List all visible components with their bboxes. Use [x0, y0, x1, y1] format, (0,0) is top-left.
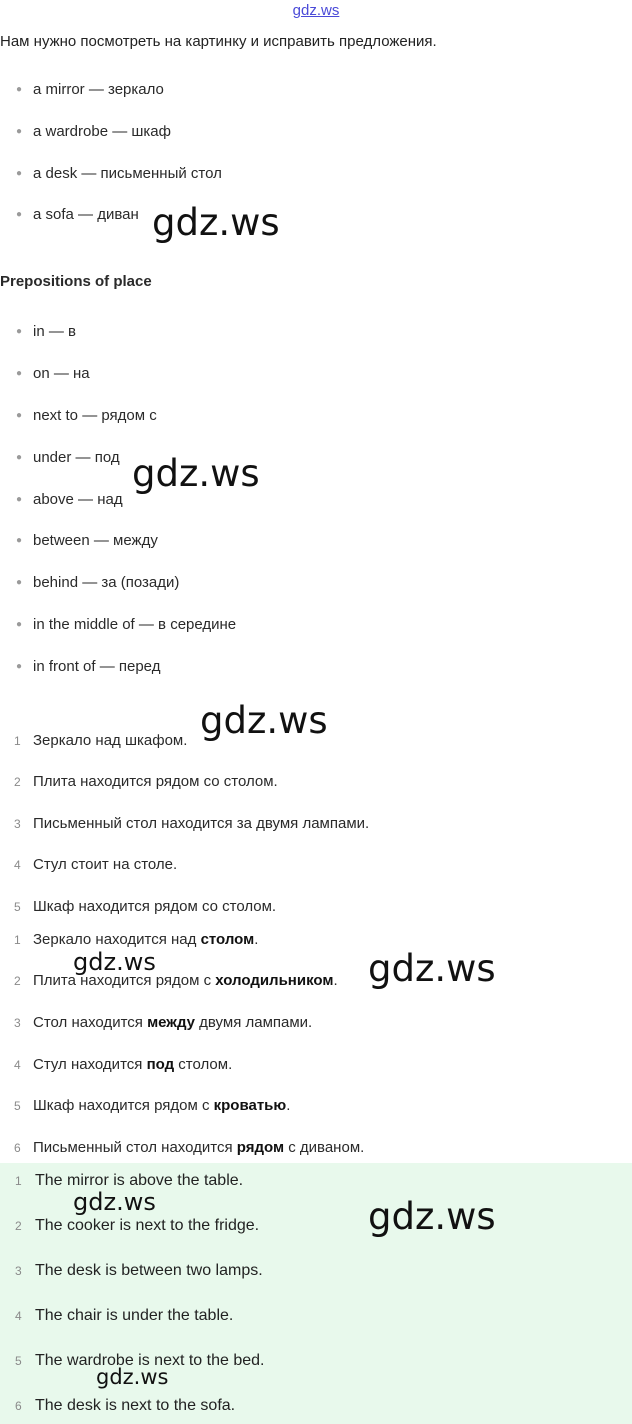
bullet-icon: ●: [16, 126, 23, 137]
prepositions-heading: Prepositions of place: [0, 273, 152, 290]
sentence-number: 2: [14, 775, 21, 789]
sentence-number: 4: [15, 1309, 22, 1323]
sentence-text: Зеркало находится над: [33, 931, 201, 948]
corrected-sentence: [14, 972, 338, 989]
sentence-text: Шкаф находится рядом с: [33, 1097, 214, 1114]
bullet-icon: ●: [16, 209, 23, 220]
answer-sentence: [15, 1217, 259, 1235]
sentence-text: The desk is next to the sofa.: [35, 1397, 236, 1414]
bullet-icon: ●: [16, 168, 23, 179]
answer-sentence: [15, 1397, 235, 1415]
corrected-sentence: [14, 1056, 232, 1073]
vocab-item-text: a wardrobe — шкаф: [33, 123, 171, 140]
bullet-icon: ●: [16, 494, 23, 505]
sentence-text: .: [333, 972, 338, 989]
vocab-item-text: a sofa — диван: [33, 206, 139, 223]
sentence-number: 5: [14, 900, 21, 914]
vocab-item-text: a mirror — зеркало: [33, 81, 164, 98]
sentence-text: The wardrobe is next to the bed.: [35, 1352, 265, 1369]
preposition-item: [16, 365, 90, 382]
incorrect-sentence: [14, 856, 177, 873]
sentence-text: Стул находится: [33, 1056, 147, 1073]
incorrect-sentence: [14, 773, 278, 790]
watermark: gdz.ws: [152, 201, 280, 244]
preposition-item: [16, 532, 158, 549]
sentence-text: Стул стоит на столе.: [33, 856, 178, 873]
sentence-number: 5: [14, 1099, 21, 1113]
sentence-highlight: под: [146, 1056, 175, 1073]
preposition-item: [16, 616, 236, 633]
corrected-sentence: [14, 1097, 290, 1114]
sentence-text: .: [286, 1097, 291, 1114]
preposition-text: on — на: [33, 365, 90, 382]
sentence-number: 6: [15, 1399, 22, 1413]
answer-sentence: [15, 1307, 233, 1325]
bullet-icon: ●: [16, 577, 23, 588]
sentence-text: The desk is between two lamps.: [35, 1262, 263, 1279]
sentence-text: Плита находится рядом с: [33, 972, 216, 989]
sentence-highlight: рядом: [236, 1139, 285, 1156]
sentence-text: The cooker is next to the fridge.: [35, 1217, 260, 1234]
sentence-text: с диваном.: [284, 1139, 365, 1156]
incorrect-sentence: [14, 815, 369, 832]
sentence-text: The mirror is above the table.: [35, 1172, 244, 1189]
watermark: gdz.ws: [368, 1195, 496, 1238]
sentence-text: The chair is under the table.: [35, 1307, 234, 1324]
preposition-item: [16, 491, 123, 508]
sentence-text: двумя лампами.: [195, 1014, 313, 1031]
sentence-number: 2: [15, 1219, 22, 1233]
preposition-text: next to — рядом с: [33, 407, 157, 424]
watermark: gdz.ws: [96, 1365, 169, 1389]
bullet-icon: ●: [16, 619, 23, 630]
bullet-icon: ●: [16, 368, 23, 379]
watermark: gdz.ws: [368, 947, 496, 990]
vocab-item: [16, 165, 222, 182]
preposition-text: above — над: [33, 491, 123, 508]
sentence-text: Письменный стол находится: [33, 1139, 237, 1156]
bullet-icon: ●: [16, 326, 23, 337]
sentence-text: Стол находится: [33, 1014, 148, 1031]
sentence-number: 3: [15, 1264, 22, 1278]
vocab-item: [16, 123, 171, 140]
site-link[interactable]: gdz.ws: [292, 2, 340, 19]
sentence-number: 3: [14, 1016, 21, 1030]
sentence-number: 2: [14, 974, 21, 988]
answer-sentence: [15, 1262, 263, 1280]
preposition-text: behind — за (позади): [33, 574, 180, 591]
sentence-highlight: между: [147, 1014, 195, 1031]
corrected-sentence: [14, 1139, 364, 1156]
preposition-item: [16, 449, 120, 466]
bullet-icon: ●: [16, 535, 23, 546]
sentence-text: Зеркало над шкафом.: [33, 732, 188, 749]
preposition-item: [16, 574, 179, 591]
watermark: gdz.ws: [73, 1188, 156, 1216]
preposition-text: in — в: [33, 323, 76, 340]
preposition-item: [16, 407, 157, 424]
sentence-highlight: столом: [200, 931, 255, 948]
sentence-text: .: [254, 931, 259, 948]
bullet-icon: ●: [16, 84, 23, 95]
sentence-number: 4: [14, 858, 21, 872]
bullet-icon: ●: [16, 452, 23, 463]
vocab-item: [16, 206, 139, 223]
sentence-highlight: холодильником: [215, 972, 334, 989]
bullet-icon: ●: [16, 410, 23, 421]
intro-text: Нам нужно посмотреть на картинку и исправить предложения.: [0, 33, 437, 50]
preposition-text: in front of — перед: [33, 658, 161, 675]
incorrect-sentence: [14, 732, 187, 749]
preposition-text: in the middle of — в середине: [33, 616, 237, 633]
sentence-text: Плита находится рядом со столом.: [33, 773, 278, 790]
corrected-sentence: [14, 931, 258, 948]
sentence-number: 1: [14, 933, 21, 947]
sentence-highlight: кроватью: [213, 1097, 287, 1114]
preposition-text: under — под: [33, 449, 120, 466]
sentence-text: Шкаф находится рядом со столом.: [33, 898, 277, 915]
sentence-text: Письменный стол находится за двумя лампами.: [33, 815, 370, 832]
sentence-number: 1: [15, 1174, 22, 1188]
sentence-number: 5: [15, 1354, 22, 1368]
sentence-number: 4: [14, 1058, 21, 1072]
bullet-icon: ●: [16, 661, 23, 672]
sentence-number: 1: [14, 734, 21, 748]
sentence-number: 6: [14, 1141, 21, 1155]
sentence-text: столом.: [174, 1056, 233, 1073]
incorrect-sentence: [14, 898, 276, 915]
preposition-text: between — между: [33, 532, 158, 549]
watermark: gdz.ws: [200, 699, 328, 742]
preposition-item: [16, 323, 76, 340]
vocab-item-text: a desk — письменный стол: [33, 165, 222, 182]
corrected-sentence: [14, 1014, 312, 1031]
preposition-item: [16, 658, 160, 675]
watermark: gdz.ws: [73, 948, 156, 976]
vocab-item: [16, 81, 164, 98]
sentence-number: 3: [14, 817, 21, 831]
watermark: gdz.ws: [132, 452, 260, 495]
